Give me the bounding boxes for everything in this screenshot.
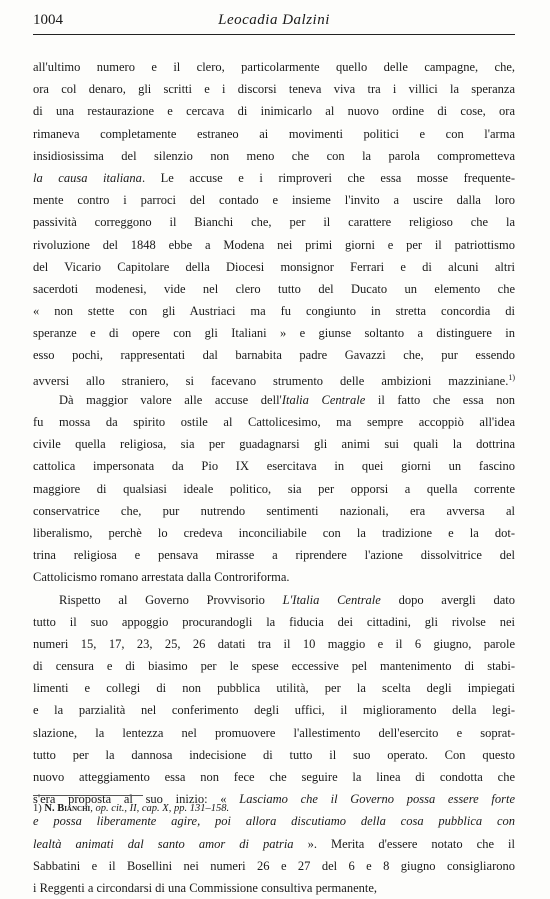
text-line	[33, 544, 515, 566]
text-line	[33, 344, 515, 366]
text-segment: rimaneva completamente estraneo ai movimenti politici e con l'arma	[33, 126, 515, 141]
body-text	[33, 56, 515, 899]
text-line	[33, 522, 515, 544]
text-segment: insidiosissima del silenzio non meno che con la parola comprometteva	[33, 148, 515, 163]
text-segment: tutto il suo appoggio procurandogli la fiducia dei cittadini, gli rivolse nei	[33, 614, 515, 629]
text-line	[33, 78, 515, 100]
text-segment: maggiore di qualsiasi ideale politico, sia per opporsi a quella corrente	[33, 481, 515, 496]
text-line	[33, 611, 515, 633]
footnote-author: N. Bianchi	[44, 803, 91, 814]
text-segment: tutto per la dannosa indecisione di tutto il suo operato. Con questo	[33, 747, 515, 762]
text-line	[33, 100, 515, 122]
text-segment: di censura e di biasimo per le spese eccessive pel mantenimento di stabi-	[33, 659, 515, 674]
footnote-marker: 1)	[33, 803, 42, 814]
text-segment: slazione, la lentezza nel promuovere l'allestimento dell'esercito e soprat-	[33, 725, 515, 740]
text-line	[33, 367, 515, 389]
text-line	[33, 234, 515, 256]
text-segment: avversi allo straniero, si facevano strumento delle ambizioni mazziniane.	[33, 373, 509, 388]
text-segment: il fatto che essa non	[365, 392, 515, 407]
text-segment: civile quella religiosa, sia per guadagnarsi gli animi sui quali la dottrina	[33, 437, 515, 452]
text-segment: s'era proposta al suo inizio: «	[33, 792, 240, 807]
running-header	[33, 12, 515, 34]
text-segment: all'ultimo numero e il clero, particolarmente quello delle campagne, che,	[33, 60, 515, 74]
text-line	[33, 145, 515, 167]
text-line	[33, 322, 515, 344]
text-line	[33, 877, 515, 899]
text-line	[33, 123, 515, 145]
text-segment: numeri 15, 17, 23, 25, 26 datati tra il 10 maggio e il 6 giugno, parole	[33, 636, 515, 651]
text-segment: passività correggono il Bianchi che, per il carattere religioso che la	[33, 215, 515, 230]
text-segment: limenti e collegi di non pubblica utilità, per la scelta degli impiegati	[33, 681, 515, 696]
text-segment: trina religiosa e pensava mirasse a riprendere l'azione dissolvitrice del	[33, 548, 515, 563]
text-segment: esso pochi, rappresentati dal barnabita padre Gavazzi che, pur essendo	[33, 348, 515, 363]
text-segment: Rispetto al Governo Provvisorio	[59, 592, 283, 607]
text-line	[33, 589, 515, 611]
footnote-rule	[33, 795, 143, 796]
text-segment: ». Merita d'essere notato che il	[293, 836, 515, 851]
text-line	[33, 744, 515, 766]
text-line	[33, 56, 515, 78]
text-line	[33, 478, 515, 500]
text-segment: sacerdoti modenesi, vide nel clero tutto del Ducato un elemento che	[33, 281, 515, 296]
text-segment: L'Italia Centrale	[282, 592, 381, 607]
text-line	[33, 389, 515, 411]
text-segment: « non stette con gli Austriaci ma fu congiunto in stretta concordia di	[33, 304, 515, 319]
footnote-reference: , op. cit., II, cap. X, pp. 131–158.	[90, 803, 230, 814]
text-line	[33, 722, 515, 744]
text-line	[33, 500, 515, 522]
running-title: Leocadia Dalzini	[218, 12, 330, 28]
text-line	[33, 833, 515, 855]
text-segment: e possa liberamente agire, poi allora discutiamo della cosa pubblica con	[33, 814, 515, 829]
text-line	[33, 411, 515, 433]
text-segment: nuovo atteggiamento essa non fece che seguire la linea di condotta che	[33, 770, 515, 784]
text-line	[33, 300, 515, 322]
text-segment: mente contro i parroci del contado e insieme l'invito a uscire dalla loro	[33, 193, 515, 208]
text-line	[33, 855, 515, 877]
text-segment: Cattolicismo romano arrestata dalla Controriforma.	[33, 570, 290, 585]
text-segment: Sabbatini e il Bosellini nei numeri 26 e 27 del 6 e 8 giugno consigliarono	[33, 858, 515, 873]
text-segment: Lasciamo che il Governo possa essere forte	[239, 792, 515, 807]
text-segment: la causa italiana	[33, 170, 142, 185]
page-number: 1004	[33, 12, 63, 28]
text-segment: i Reggenti a circondarsi di una Commissione consultiva permanente,	[33, 880, 378, 895]
text-line	[33, 211, 515, 233]
text-segment: fu mossa da spirito ostile al Cattolicesimo, ma sempre accoppiò all'idea	[33, 415, 515, 429]
text-line	[33, 278, 515, 300]
footnote	[33, 803, 229, 814]
text-segment: cattolica impersonata da Pio IX esercitava in quei giorni un fascino	[33, 459, 515, 474]
text-segment: rivoluzione del 1848 ebbe a Modena nei primi giorni e per il patriottismo	[33, 237, 515, 252]
text-segment: e la parzialità nel conferimento degli uffici, il miglioramento della legi-	[33, 703, 515, 718]
text-segment: dopo avergli dato	[380, 592, 515, 607]
text-line	[33, 189, 515, 211]
header-rule	[33, 34, 515, 35]
text-line	[33, 256, 515, 278]
text-line	[33, 677, 515, 699]
text-segment: liberalismo, perchè lo credeva inconciliabile con la tradizione e la dot-	[33, 525, 515, 540]
text-segment: ora col denaro, gli scritti e i discorsi teneva viva tra i villici la speranza	[33, 82, 515, 97]
text-line	[33, 633, 515, 655]
text-line	[33, 655, 515, 677]
text-segment: speranze e di opere con gli Italiani » e giunse soltanto a distinguere in	[33, 326, 515, 341]
text-line	[33, 766, 515, 788]
text-segment: Italia Centrale	[281, 392, 366, 407]
footnote-ref: 1)	[508, 372, 515, 382]
text-line	[33, 167, 515, 189]
text-line	[33, 699, 515, 721]
text-segment: del Vicario Capitolare della Diocesi monsignor Ferrari e di alcuni altri	[33, 259, 515, 274]
text-segment: lealtà animati dal santo amor di patria	[33, 836, 294, 851]
text-line	[33, 433, 515, 455]
text-segment: . Le accuse e i rimproveri che essa mosse frequente-	[141, 170, 515, 185]
text-segment: di una restaurazione e cercava di inimicarlo al nuovo ordine di cose, ora	[33, 104, 515, 119]
text-segment: Dà maggior valore alle accuse dell'	[59, 392, 282, 407]
text-line	[33, 566, 515, 588]
text-segment: conservatrice che, pur nutrendo sentimenti nazionali, era avversa al	[33, 503, 515, 518]
text-line	[33, 455, 515, 477]
